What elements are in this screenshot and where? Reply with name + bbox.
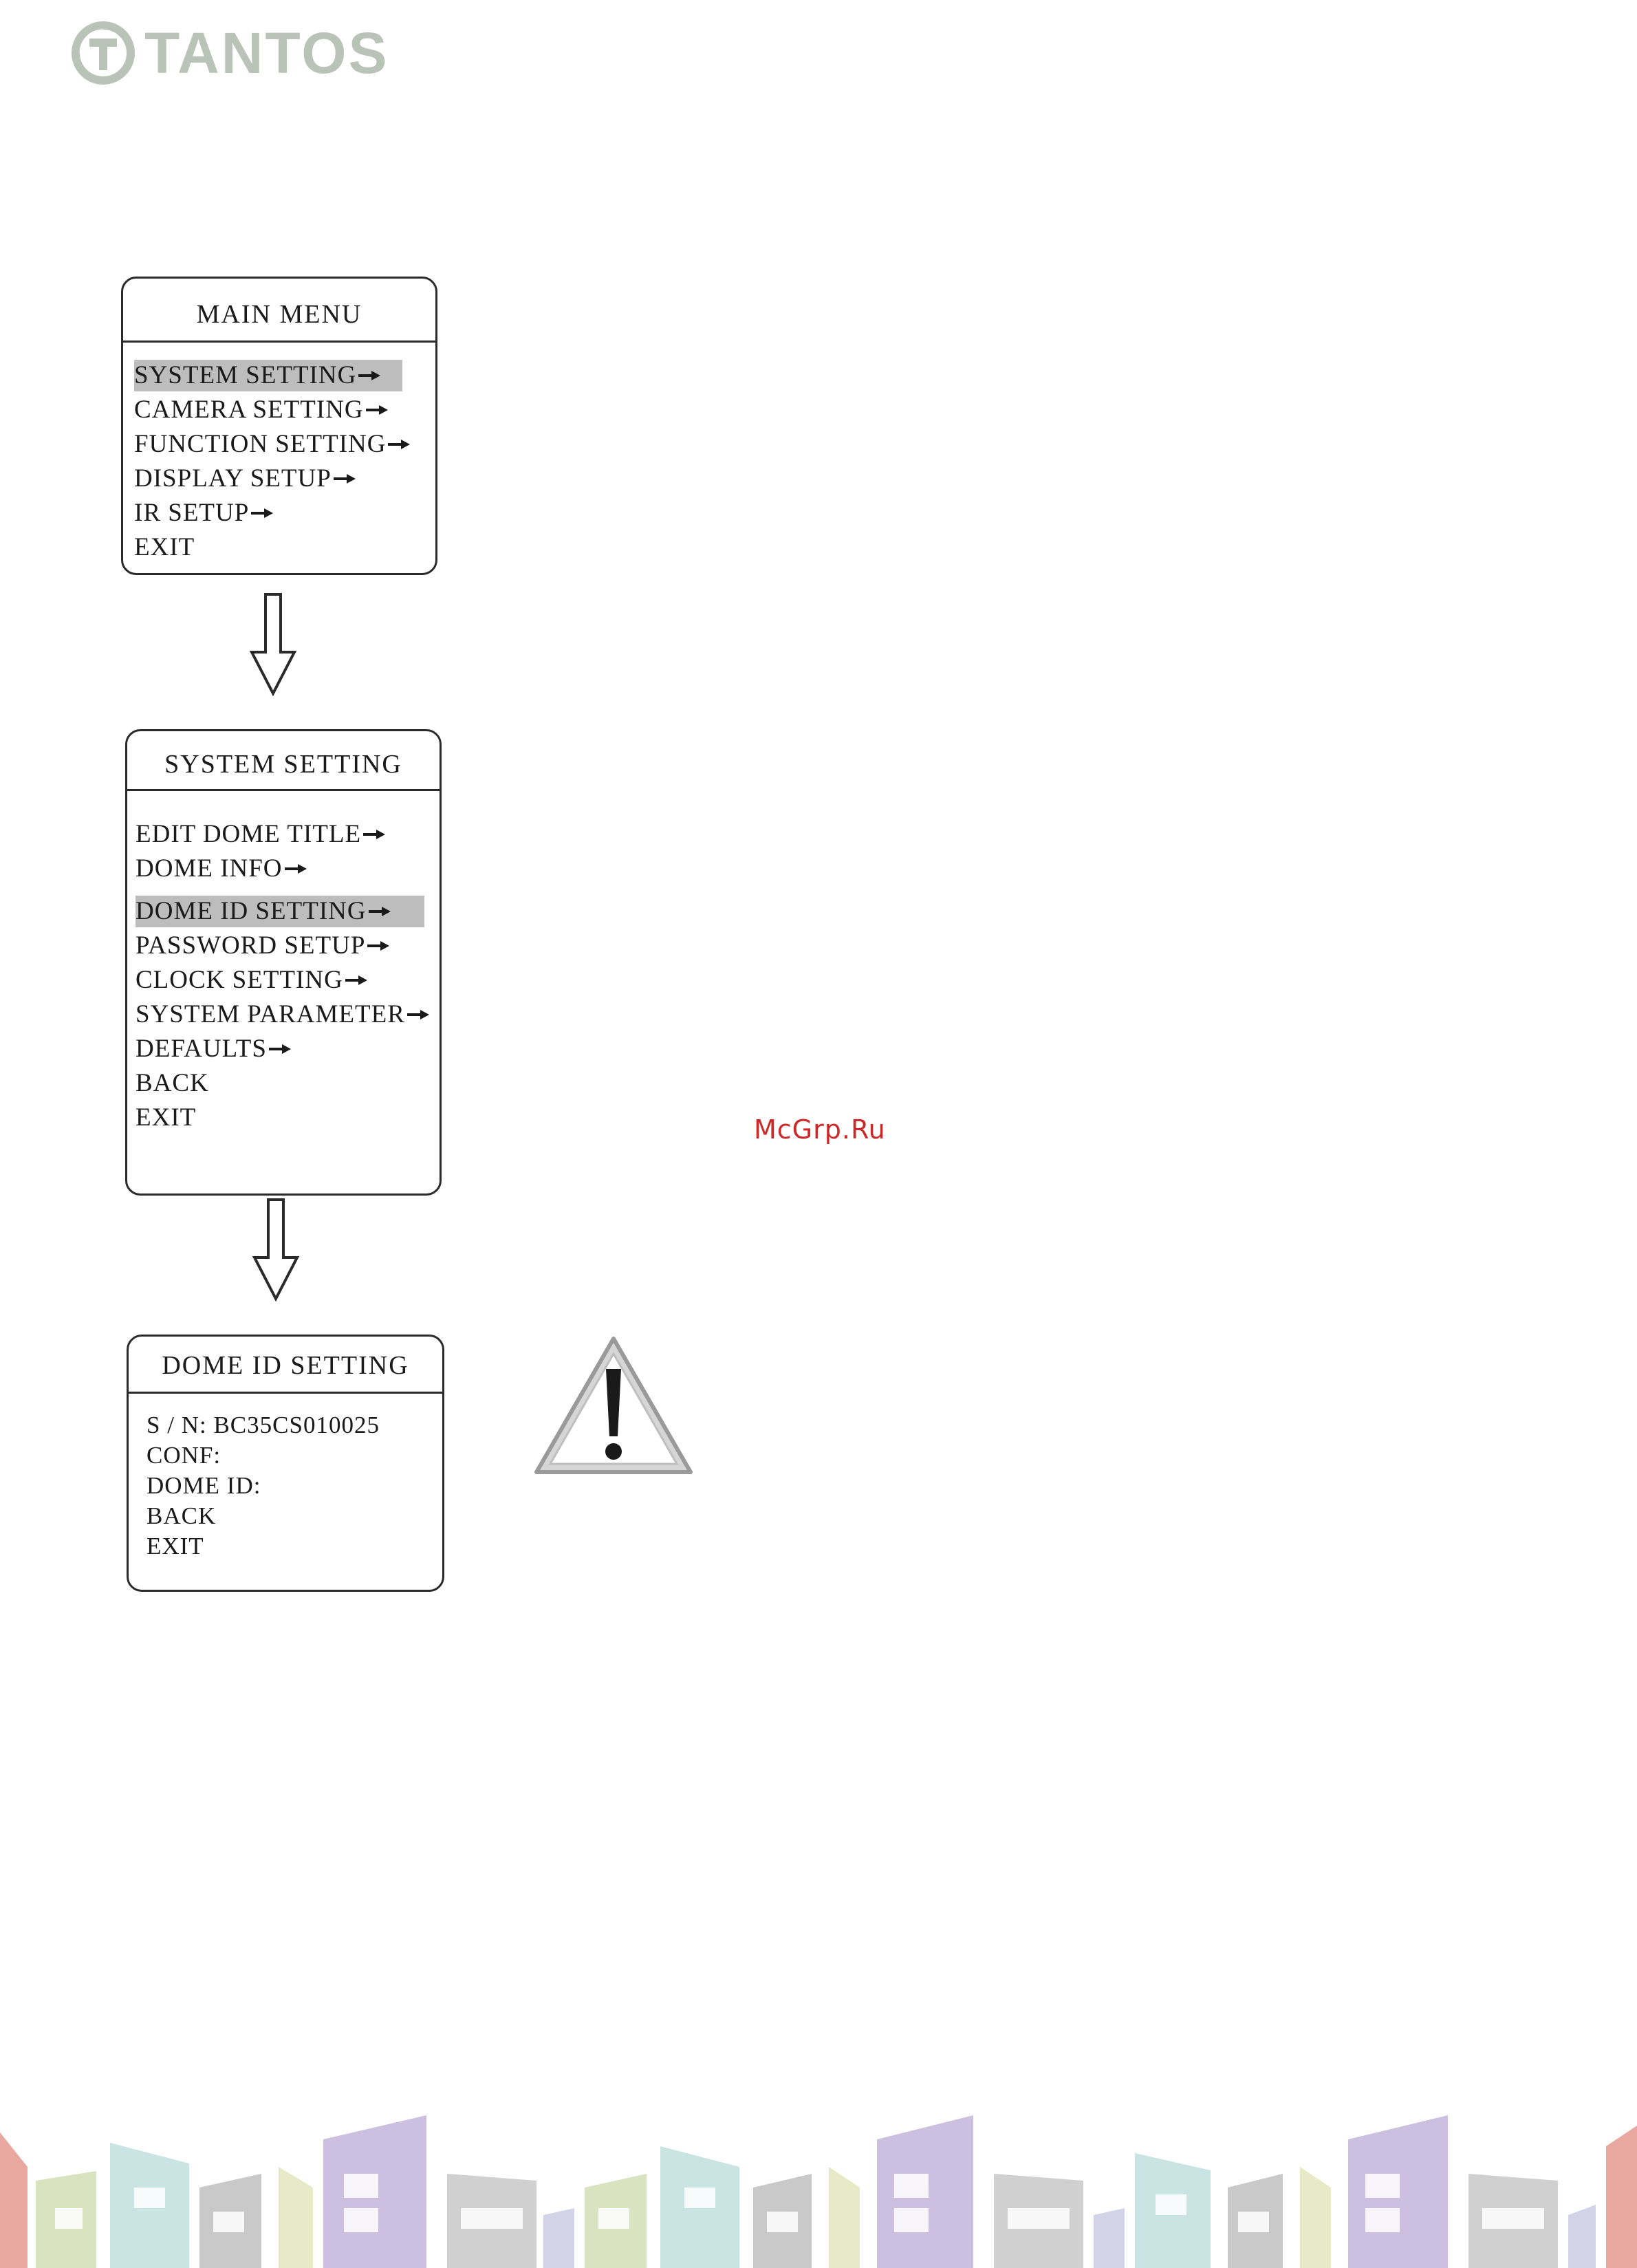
submenu-arrow-icon bbox=[387, 438, 412, 451]
system-setting-item[interactable] bbox=[135, 1068, 209, 1099]
system-setting-item-label: EXIT bbox=[135, 1103, 197, 1132]
main-menu-item-label: CAMERA SETTING bbox=[134, 396, 364, 424]
watermark-text: McGrp.Ru bbox=[754, 1114, 886, 1145]
system-setting-box bbox=[125, 729, 442, 1196]
submenu-arrow-icon bbox=[367, 939, 391, 953]
main-menu-item-label: FUNCTION SETTING bbox=[134, 430, 387, 458]
dome-id-setting-item-label: CONF: bbox=[147, 1442, 221, 1469]
system-setting-item-label: BACK bbox=[135, 1069, 209, 1097]
system-setting-item-label: EDIT DOME TITLE bbox=[135, 820, 362, 848]
system-setting-item[interactable] bbox=[135, 819, 387, 850]
main-menu-item[interactable] bbox=[134, 360, 402, 391]
main-menu-item-label: EXIT bbox=[134, 533, 195, 561]
warning-icon bbox=[531, 1333, 696, 1478]
dome-id-setting-item[interactable] bbox=[147, 1500, 216, 1532]
system-setting-item[interactable] bbox=[135, 964, 369, 996]
submenu-arrow-icon bbox=[362, 828, 387, 841]
down-arrow-icon bbox=[249, 593, 297, 696]
main-menu-title: MAIN MENU bbox=[196, 300, 362, 329]
submenu-arrow-icon bbox=[268, 1042, 293, 1056]
system-setting-item[interactable] bbox=[135, 896, 424, 927]
system-setting-item[interactable] bbox=[135, 999, 431, 1030]
system-setting-item-label: DEFAULTS bbox=[135, 1035, 267, 1063]
dome-id-setting-item-label: S / N: BC35CS010025 bbox=[147, 1412, 380, 1438]
dome-id-setting-divider bbox=[129, 1392, 442, 1394]
main-menu-item-label: IR SETUP bbox=[134, 499, 250, 527]
down-arrow-icon bbox=[252, 1198, 300, 1302]
system-setting-item-label: DOME ID SETTING bbox=[135, 897, 367, 925]
dome-id-setting-item[interactable] bbox=[147, 1410, 380, 1441]
city-skyline-decoration bbox=[0, 2105, 1637, 2268]
dome-id-setting-item-label: BACK bbox=[147, 1502, 217, 1529]
tantos-logo-icon bbox=[69, 19, 138, 87]
brand-name: TANTOS bbox=[144, 20, 389, 85]
submenu-arrow-icon bbox=[284, 862, 309, 876]
system-setting-item[interactable] bbox=[135, 853, 309, 885]
system-setting-title: SYSTEM SETTING bbox=[164, 750, 402, 779]
submenu-arrow-icon bbox=[406, 1008, 431, 1022]
system-setting-item-label: CLOCK SETTING bbox=[135, 966, 343, 994]
submenu-arrow-icon bbox=[368, 905, 393, 918]
dome-id-setting-item-label: EXIT bbox=[147, 1533, 204, 1559]
dome-id-setting-title: DOME ID SETTING bbox=[162, 1351, 409, 1380]
dome-id-setting-box bbox=[127, 1335, 444, 1592]
main-menu-item-label: SYSTEM SETTING bbox=[134, 361, 357, 389]
system-setting-item-label: SYSTEM PARAMETER bbox=[135, 1000, 405, 1028]
system-setting-item[interactable] bbox=[135, 1033, 293, 1065]
submenu-arrow-icon bbox=[358, 369, 382, 382]
main-menu-item[interactable] bbox=[134, 497, 275, 529]
main-menu-divider bbox=[123, 341, 435, 343]
dome-id-setting-item[interactable] bbox=[147, 1440, 221, 1471]
tantos-logo bbox=[69, 15, 440, 91]
main-menu-box bbox=[121, 277, 437, 575]
dome-id-setting-item[interactable] bbox=[147, 1531, 204, 1562]
main-menu-item[interactable] bbox=[134, 429, 412, 460]
main-menu-item[interactable] bbox=[134, 463, 358, 495]
main-menu-item[interactable] bbox=[134, 532, 195, 563]
system-setting-item-label: DOME INFO bbox=[135, 854, 283, 883]
submenu-arrow-icon bbox=[365, 403, 390, 417]
system-setting-item[interactable] bbox=[135, 1102, 196, 1134]
main-menu-item-label: DISPLAY SETUP bbox=[134, 464, 332, 493]
submenu-arrow-icon bbox=[333, 472, 358, 486]
dome-id-setting-item-label: DOME ID: bbox=[147, 1472, 261, 1499]
system-setting-item-label: PASSWORD SETUP bbox=[135, 931, 366, 960]
main-menu-item[interactable] bbox=[134, 394, 390, 426]
submenu-arrow-icon bbox=[250, 506, 275, 520]
dome-id-setting-item[interactable] bbox=[147, 1470, 261, 1502]
submenu-arrow-icon bbox=[345, 973, 369, 987]
system-setting-item[interactable] bbox=[135, 930, 391, 962]
system-setting-divider bbox=[127, 789, 440, 791]
